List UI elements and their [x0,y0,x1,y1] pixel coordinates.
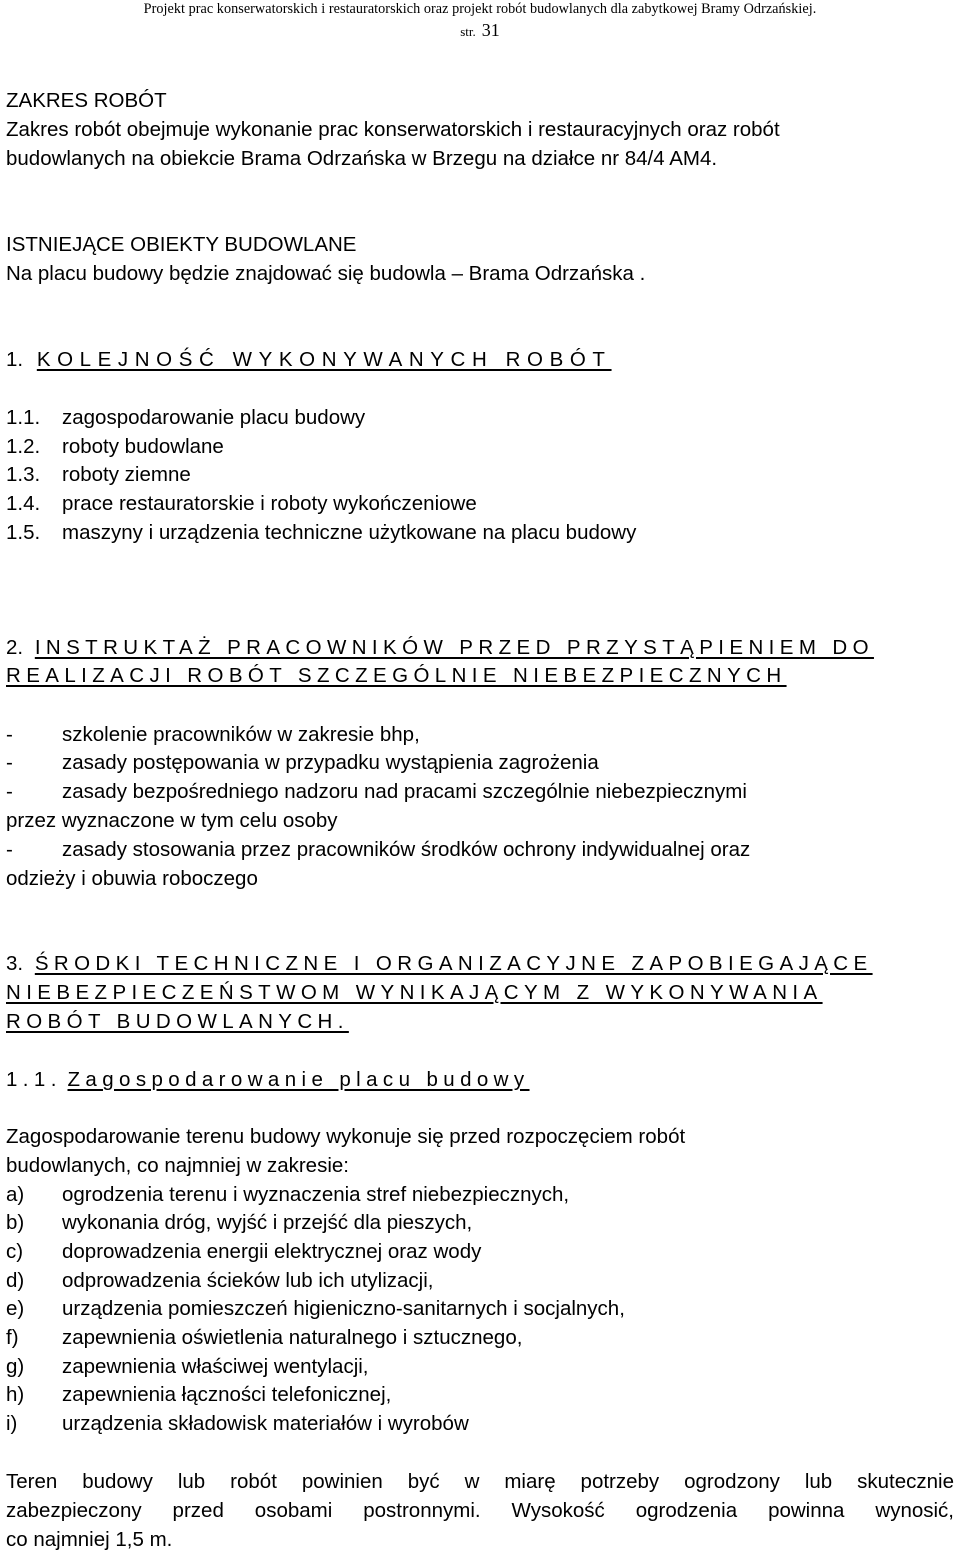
closing-line-1: Teren budowy lub robót powinien być w miarę potrzeby ogrodzony lub skutecznie [6,1470,954,1493]
section-1-title: KOLEJNOŚĆ WYKONYWANYCH ROBÓT [36,348,612,371]
page-number-line [0,20,960,41]
closing-line-3: co najmniej 1,5 m. [6,1528,173,1551]
list-item: c) doprowadzenia energii elektrycznej oraz wody [6,1240,482,1263]
list-item: 1.4. prace restauratorskie i roboty wykończeniowe [6,492,477,515]
scope-heading: ZAKRES ROBÓT [6,89,167,112]
list-item: 1.2. roboty budowlane [6,435,224,458]
section-2-title-line-2: REALIZACJI ROBÓT SZCZEGÓLNIE NIEBEZPIECZNYCH [6,664,787,687]
list-item-continuation: odzieży i obuwia roboczego [6,867,258,890]
section-3-title-line-3: ROBÓT BUDOWLANYCH. [6,1010,349,1033]
subsection-intro-line-2: budowlanych, co najmniej w zakresie: [6,1154,349,1177]
list-item: - zasady stosowania przez pracowników środków ochrony indywidualnej oraz [6,838,751,861]
list-item: - szkolenie pracowników w zakresie bhp, [6,723,420,746]
list-item: a) ogrodzenia terenu i wyznaczenia stref niebezpiecznych, [6,1183,570,1206]
closing-line-2: zabezpieczony przed osobami postronnymi. Wysokość ogrodzenia powinna wynosić, [6,1499,954,1522]
section-3-heading [6,952,873,976]
list-item: f) zapewnienia oświetlenia naturalnego i sztucznego, [6,1326,523,1349]
list-item: b) wykonania dróg, wyjść i przejść dla pieszych, [6,1211,473,1234]
section-2-heading [6,636,874,660]
section-2-number: 2. [6,636,24,659]
subsection-heading [6,1068,530,1092]
section-3-number: 3. [6,952,24,975]
section-1-heading [6,348,612,372]
list-item: d) odprowadzenia ścieków lub ich utylizacji, [6,1269,434,1292]
section-1-number: 1. [6,348,24,371]
existing-heading: ISTNIEJĄCE OBIEKTY BUDOWLANE [6,233,357,256]
list-item: 1.1. zagospodarowanie placu budowy [6,406,366,429]
subsection-number: 1.1. [6,1068,62,1091]
list-item: i) urządzenia składowisk materiałów i wyrobów [6,1412,469,1435]
subsection-intro-line-1: Zagospodarowanie terenu budowy wykonuje się przed rozpoczęciem robót [6,1125,686,1148]
list-item: h) zapewnienia łączności telefonicznej, [6,1383,392,1406]
page-label: str. [460,24,476,39]
list-item: e) urządzenia pomieszczeń higieniczno-sanitarnych i socjalnych, [6,1297,625,1320]
list-item-continuation: przez wyznaczone w tym celu osoby [6,809,338,832]
section-3-title-line-1: ŚRODKI TECHNICZNE I ORGANIZACYJNE ZAPOBIEGAJĄCE [34,952,873,975]
subsection-title: Zagospodarowanie placu budowy [67,1068,530,1091]
existing-line-1: Na placu budowy będzie znajdować się budowla – Brama Odrzańska . [6,262,646,285]
list-item: 1.5. maszyny i urządzenia techniczne użytkowane na placu budowy [6,521,637,544]
list-item: - zasady postępowania w przypadku wystąpienia zagrożenia [6,751,599,774]
document-header-title: Projekt prac konserwatorskich i restauratorskich oraz projekt robót budowlanych dla zabytkowej Bramy Odrzańskiej. [143,1,817,17]
list-item: 1.3. roboty ziemne [6,463,191,486]
list-item: - zasady bezpośredniego nadzoru nad pracami szczególnie niebezpiecznymi [6,780,747,803]
scope-line-2: budowlanych na obiekcie Brama Odrzańska w Brzegu na działce nr 84/4 AM4. [6,147,718,170]
section-3-title-line-2: NIEBEZPIECZEŃSTWOM WYNIKAJĄCYM Z WYKONYWANIA [6,981,823,1004]
list-item: g) zapewnienia właściwej wentylacji, [6,1355,369,1378]
scope-line-1: Zakres robót obejmuje wykonanie prac konserwatorskich i restauracyjnych oraz robót [6,118,780,141]
page-number: 31 [481,20,500,40]
section-2-title-line-1: INSTRUKTAŻ PRACOWNIKÓW PRZED PRZYSTĄPIENIEM DO [34,636,874,659]
